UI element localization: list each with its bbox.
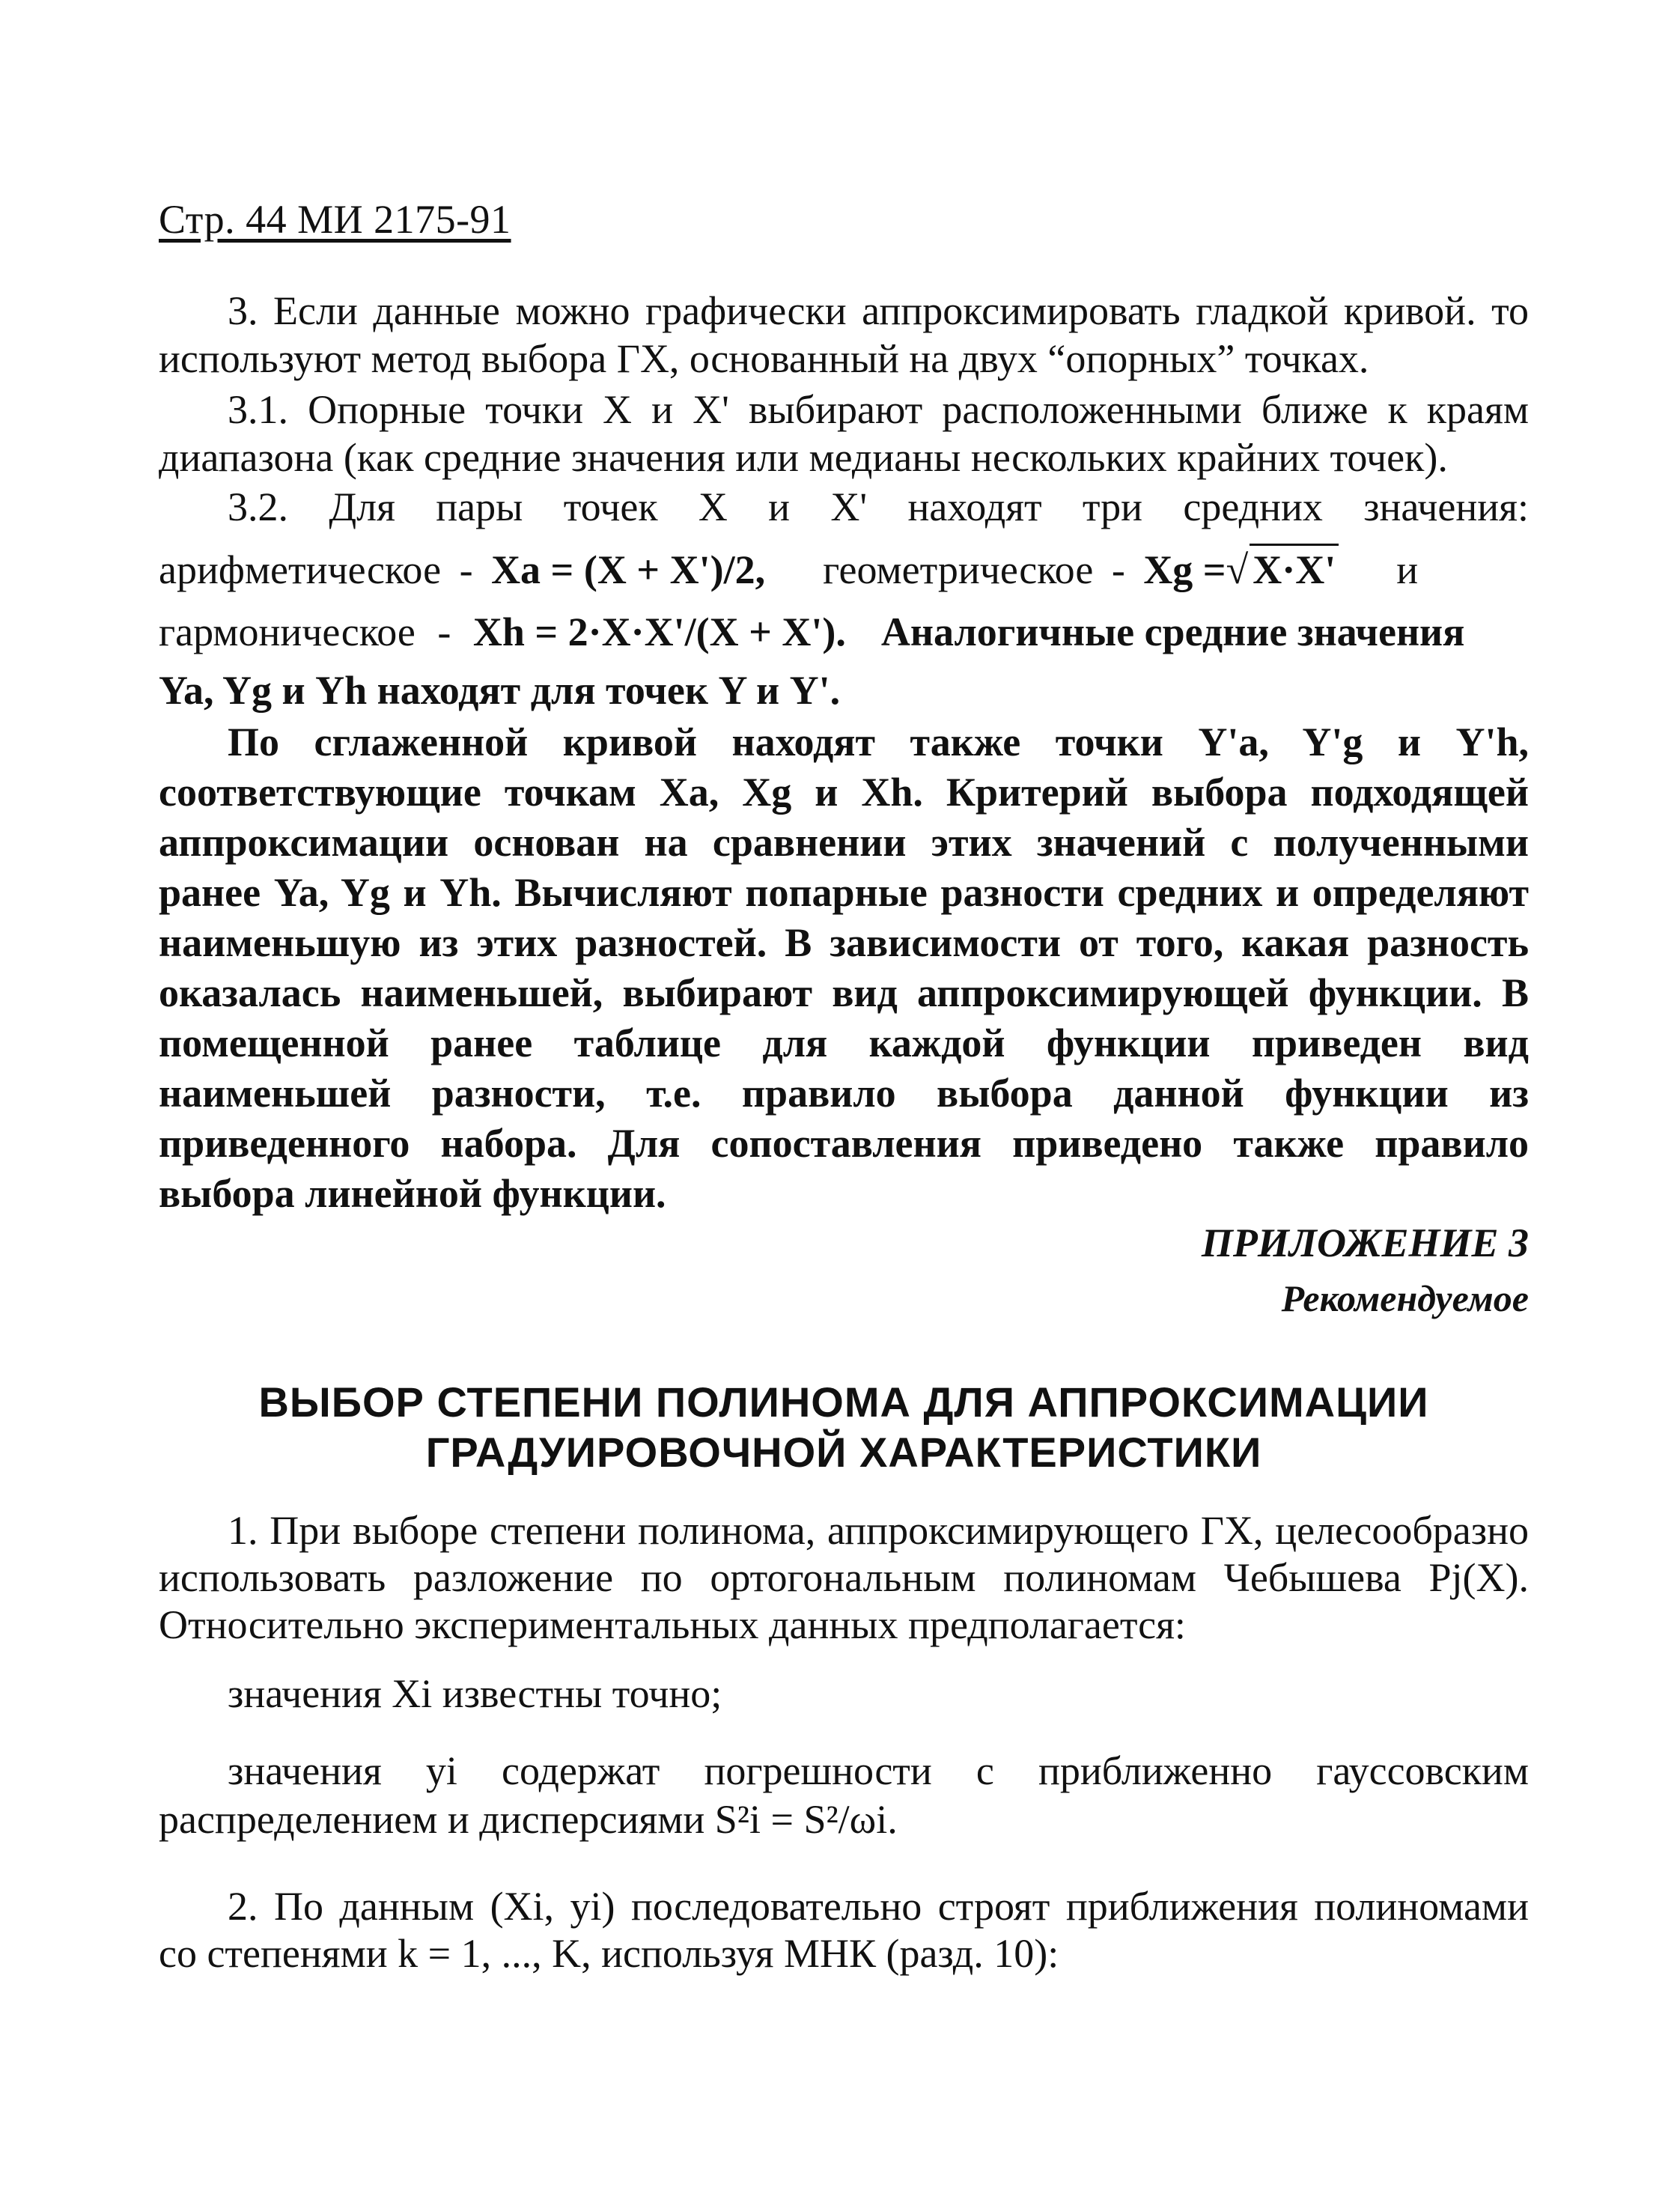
page-header: Стр. 44 МИ 2175-91: [159, 197, 511, 242]
section-paragraph-2: 2. По данным (Xi, yi) последовательно строят приближения полиномами со степенями k = 1, ..., K, используя МНК (разд. 10):: [159, 1884, 1529, 1976]
paragraph-3-1: 3.1. Опорные точки X и X' выбирают расположенными ближе к краям диапазона (как средние значения или медианы нескольких крайних точек).: [159, 387, 1529, 480]
paragraph-smooth-curve: По сглаженной кривой находят также точки Y'a, Y'g и Y'h, соответствующие точкам Xa, Xg и Xh. Критерий выбора подходящей аппроксимации основан на сравнении этих значений с полученными ранее Ya, Yg и Yh. Вычисляют попарные разности средних и определяют наименьшую из этих разностей. В зависимости от того, какая разность оказалась наименьшей, выбирают вид аппроксимирующей функции. В помещенной ранее таблице для каждой функции приведен вид наименьшей разности, т.е. правило выбора данной функции из приведенного набора. Для сопоставления приведено также правило выбора линейной функции.: [159, 720, 1529, 1216]
harm-label: гармоническое: [159, 609, 416, 654]
section-title-line2: ГРАДУИРОВОЧНОЙ ХАРАКТЕРИСТИКИ: [425, 1429, 1262, 1476]
geom-lhs: Xg =: [1143, 547, 1226, 592]
harm-formula: Xh = 2·X·X'/(X + X').: [472, 609, 846, 654]
arith-label: арифметическое: [159, 547, 442, 592]
paragraph-3-2-last: Ya, Yg и Yh находят для точек Y и Y'.: [159, 668, 841, 713]
appendix-label: ПРИЛОЖЕНИЕ 3: [1201, 1220, 1529, 1265]
arith-formula: Xa = (X + X')/2,: [491, 547, 766, 592]
assumption-x-exact: значения Xi известны точно;: [228, 1671, 722, 1716]
formula-row-harmonic: гармоническое - Xh = 2·X·X'/(X + X'). Аналогичные средние значения: [159, 609, 1465, 654]
section-title-line1: ВЫБОР СТЕПЕНИ ПОЛИНОМА ДЛЯ АППРОКСИМАЦИИ: [258, 1378, 1429, 1426]
section-paragraph-1: 1. При выборе степени полинома, аппроксимирующего ГХ, целесообразно использовать разложение по ортогональным полиномам Чебышева Pj(X). Относительно экспериментальных данных предполагается:: [159, 1508, 1529, 1647]
assumption-y-errors: значения yi содержат погрешности с приближенно гауссовским распределением и дисперсиями S²i = S²/ωi.: [159, 1748, 1529, 1842]
geom-label: геометрическое: [823, 547, 1094, 592]
paragraph-3-2-line1: 3.2. Для пары точек X и X' находят три средних значения:: [228, 484, 1529, 529]
geom-radicand: X·X': [1250, 544, 1339, 594]
harm-tail: Аналогичные средние значения: [880, 609, 1465, 654]
paragraph-3: 3. Если данные можно графически аппроксимировать гладкой кривой. то используют метод выбора ГХ, основанный на двух “опорных” точках.: [159, 288, 1529, 381]
appendix-status: Рекомендуемое: [1281, 1277, 1529, 1319]
formula-row-means: арифметическое - Xa = (X + X')/2, геометрическое - Xg =√ X·X' и: [159, 544, 1529, 594]
and-conjunction: и: [1396, 547, 1419, 592]
